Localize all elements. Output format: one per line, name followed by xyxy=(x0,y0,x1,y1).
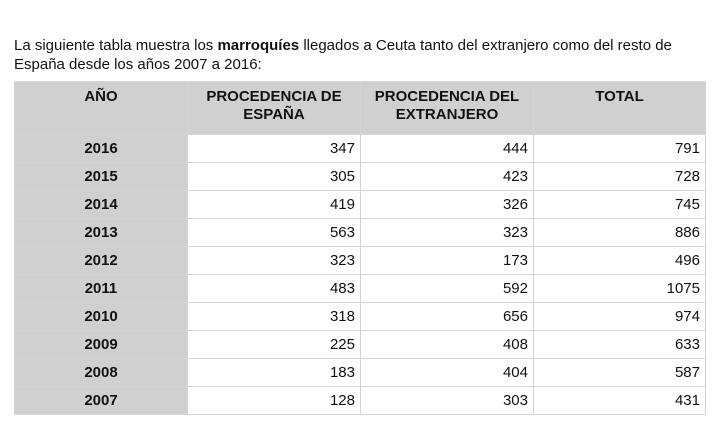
total-cell: 633 xyxy=(534,331,706,359)
table-row xyxy=(15,303,706,331)
intro-text-end: llegados a Ceuta tanto del extranjero como del resto de España desde los años 2007 a 2016: xyxy=(14,37,672,73)
year-cell: 2008 xyxy=(15,359,188,387)
intro-bold-word: marroquíes xyxy=(217,37,300,54)
spain-cell: 563 xyxy=(188,219,361,247)
table-header xyxy=(15,82,706,135)
intro-text-start: La siguiente tabla muestra los xyxy=(14,37,218,54)
header-foreign: PROCEDENCIA DEL EXTRANJERO xyxy=(361,82,534,135)
foreign-cell: 656 xyxy=(361,303,534,331)
foreign-cell: 404 xyxy=(361,359,534,387)
spain-cell: 128 xyxy=(188,387,361,415)
table-row xyxy=(15,359,706,387)
year-cell: 2012 xyxy=(15,247,188,275)
year-cell: 2016 xyxy=(15,135,188,163)
year-cell: 2011 xyxy=(15,275,188,303)
year-cell: 2013 xyxy=(15,219,188,247)
total-cell: 587 xyxy=(534,359,706,387)
data-table xyxy=(14,81,706,415)
table-row xyxy=(15,247,706,275)
table-row xyxy=(15,331,706,359)
total-cell: 728 xyxy=(534,163,706,191)
foreign-cell: 173 xyxy=(361,247,534,275)
table-row xyxy=(15,275,706,303)
spain-cell: 305 xyxy=(188,163,361,191)
foreign-cell: 326 xyxy=(361,191,534,219)
header-spain: PROCEDENCIA DE ESPAÑA xyxy=(188,82,361,135)
table-body xyxy=(15,135,706,415)
table-row xyxy=(15,191,706,219)
spain-cell: 318 xyxy=(188,303,361,331)
foreign-cell: 592 xyxy=(361,275,534,303)
year-cell: 2015 xyxy=(15,163,188,191)
foreign-cell: 444 xyxy=(361,135,534,163)
year-cell: 2009 xyxy=(15,331,188,359)
table-row xyxy=(15,387,706,415)
year-cell: 2010 xyxy=(15,303,188,331)
header-total: TOTAL xyxy=(534,82,706,135)
total-cell: 496 xyxy=(534,247,706,275)
table-row xyxy=(15,219,706,247)
foreign-cell: 303 xyxy=(361,387,534,415)
total-cell: 1075 xyxy=(534,275,706,303)
intro-paragraph xyxy=(14,36,714,74)
total-cell: 431 xyxy=(534,387,706,415)
spain-cell: 347 xyxy=(188,135,361,163)
year-cell: 2007 xyxy=(15,387,188,415)
spain-cell: 183 xyxy=(188,359,361,387)
spain-cell: 323 xyxy=(188,247,361,275)
year-cell: 2014 xyxy=(15,191,188,219)
spain-cell: 483 xyxy=(188,275,361,303)
foreign-cell: 323 xyxy=(361,219,534,247)
total-cell: 974 xyxy=(534,303,706,331)
total-cell: 791 xyxy=(534,135,706,163)
total-cell: 886 xyxy=(534,219,706,247)
header-year: AÑO xyxy=(15,82,188,135)
spain-cell: 225 xyxy=(188,331,361,359)
table-row xyxy=(15,135,706,163)
table-row xyxy=(15,163,706,191)
spain-cell: 419 xyxy=(188,191,361,219)
foreign-cell: 408 xyxy=(361,331,534,359)
total-cell: 745 xyxy=(534,191,706,219)
foreign-cell: 423 xyxy=(361,163,534,191)
header-row xyxy=(15,82,706,135)
